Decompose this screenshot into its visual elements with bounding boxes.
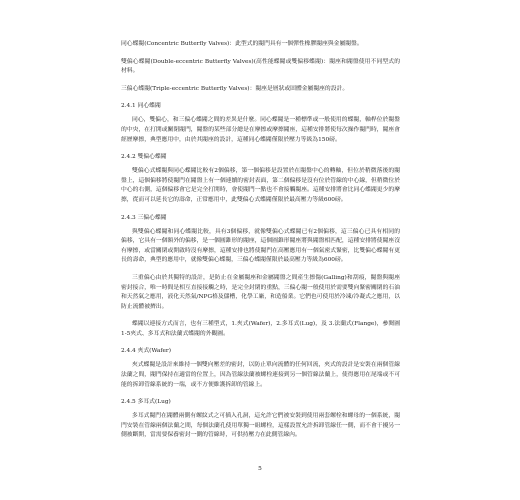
section-heading-2-4-5: 2.4.5 多耳式(Lug) xyxy=(121,399,171,406)
paragraph-triple-eccentric-definition: 三偏心蝶閥(Triple-eccentric Butterfly Valves)：閥座是層狀或固體金屬閥座的設計。 xyxy=(121,85,349,92)
section-heading-2-4-2: 2.4.2 雙偏心蝶閥 xyxy=(121,154,167,161)
section-body-2-4-1: 同心，雙偏心，和三偏心蝶閥之間的差異是什麼。同心蝶閥是一種標準或一般使用的蝶閥，軸桿位於閥盤的中央，在打開或關閉閥門，閥盤的某些部分總是在摩擦或摩擦閥座，這種安排將使每次操作閥門時，閥座會經歷摩擦，典型應用中，由於其閥座的設計，這種同心蝶閥僅限於壓力等級為150磅。 xyxy=(121,117,400,143)
section-heading-2-4-3: 2.4.3 三偏心蝶閥 xyxy=(121,214,167,221)
section-body-2-4-3-part1: 與雙偏心蝶閥和同心蝶閥比較，具有3個偏移，就像雙偏心式蝶閥已有2個偏移，這三偏心已具有相同的偏移，它具有一個額外的偏移，是一個圓錐形的閥座，這個圓錐形閥座將與閥盤相匹配，這種安排將使閥座沒有摩擦，或當關閉或開啟時沒有摩擦，這種安排也將使閥門在高壓應用有一個氣密式緊密，比雙偏心蝶閥有更長的壽命，典型的應用中，就像雙偏心蝶閥，三偏心蝶閥僅限於最高壓力等級為600磅。 xyxy=(121,228,400,264)
paragraph-double-eccentric-definition: 雙偏心蝶閥(Double-eccentric Butterfly Valves)(高性能蝶閥或雙偏移蝶閥)：閥座和閥盤使用不同型式的材料。 xyxy=(121,58,400,75)
section-body-2-4-4: 夾式蝶閥是設計來維持一個雙向壓差的密封，以防止單向流體的任何回流，夾式的設計是安裝在兩個管線法蘭之間，閥門保持在適當的位置上，因為管線法蘭被螺栓連接到另一個管線法蘭上，使得應用在尾端或不可能的拆卸管線系統的一端，或不方便維護拆卸的管線上。 xyxy=(121,362,400,388)
page-number: 5 xyxy=(258,466,262,472)
section-body-2-4-2: 雙偏心式蝶閥與同心蝶閥比較有2個偏移，第一個偏移是設置於在閥盤中心的轉軸，但位於稍微落後的閥盤上，這個偏移將使閥門在閥盤上有一個連續的密封表面，第二個偏移是沒有位於管線的中心線，但稍微位於中心的右側，這個偏移會它是完全打開時，會使閥門一點也不會接觸閥座。這種安排將會比同心蝶閥更少的摩擦，從而可以延長它的壽命，正常應用中，此雙偏心式蝶閥僅限於最高壓力等級600磅。 xyxy=(121,168,400,203)
section-body-2-4-3-part2: 三重偏心由於其獨特的設計，是防止在金屬閥座和金屬閥盤之間產生擦傷(Galling)和刮痕，閥盤與閥座密封接合，唯一時間是相互直接接觸之時，是完全封閉的重點，三偏心閥一般使用於需要雙向緊密關閉的石油和天然氣之應用，液化天然氣/NPG格及儲槽，化學工廠，和造船業。它們也可使用於冷凍/冷凝式之應用，以防止流體被擠出。 xyxy=(121,274,400,310)
section-heading-2-4-1: 2.4.1 同心蝶閥 xyxy=(121,103,161,110)
section-heading-2-4-4: 2.4.4 夾式(Wafer) xyxy=(121,348,171,355)
section-body-2-4-5: 多耳式閥門在閥體兩側有螺紋式之可插入孔洞，這允許它們被安裝到使用兩套螺栓和螺母的一個系統，閥門安裝在管線兩個法蘭之間，每個法蘭孔使用單獨一組螺栓，這樣設置允許拆卸管線任一側，而不會干擾另一側被斷開，當需要保養密封一側的管線時，可供持壓力在此側管線內。 xyxy=(121,413,400,439)
section-body-2-4-3-part3: 蝶閥以連接方式而言，也有三種型式，1.夾式(Wafer)，2.多耳式(Lug)，及 3.法蘭式(Flange)，參閱圖1-5夾式、多耳式和法蘭式蝶閥的外觀圖。 xyxy=(121,321,400,337)
paragraph-concentric-definition: 同心蝶閥(Concentric Butterfly Valves)：此型式的閥門具有一個彈性橡膠閥座與金屬閥盤。 xyxy=(121,41,363,47)
